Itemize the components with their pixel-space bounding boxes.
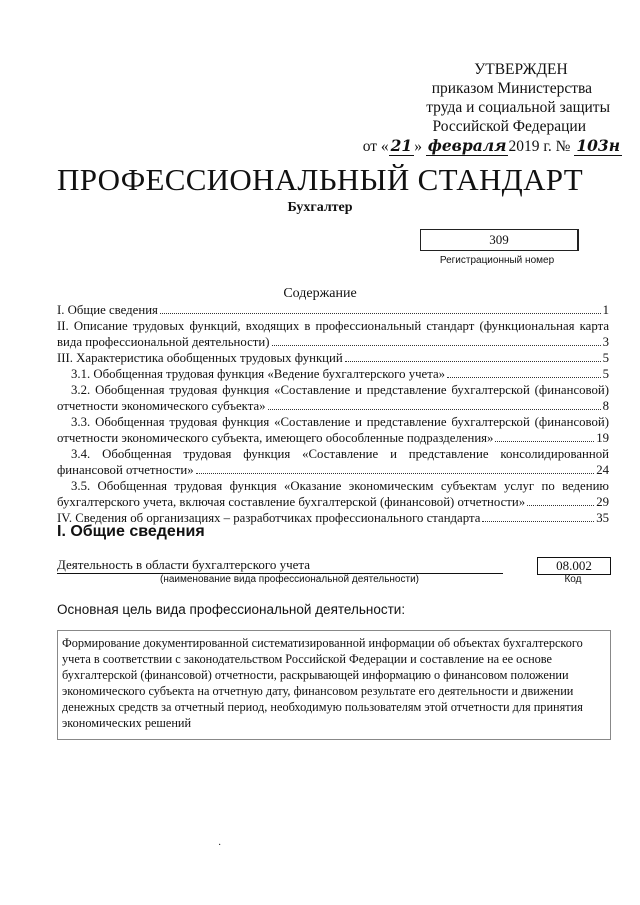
approval-line-1: приказом Министерства xyxy=(431,80,592,97)
toc-item[interactable]: бухгалтерского учета, включая составление бухгалтерской (финансовой) отчетности» 29 xyxy=(57,495,609,509)
toc-item[interactable]: финансовой отчетности» 24 xyxy=(57,463,609,477)
toc-item[interactable]: 3.1. Обобщенная трудовая функция «Ведение бухгалтерского учета» 5 xyxy=(71,367,609,381)
document-subtitle: Бухгалтер xyxy=(287,200,353,215)
approval-date-line: от « 21 » февраля 2019 г. № 103н xyxy=(362,136,620,155)
activity-code-label: Код xyxy=(564,574,582,585)
scan-mark: · xyxy=(218,840,222,851)
approval-block xyxy=(360,60,622,156)
toc-item[interactable]: вида профессиональной деятельности) 3 xyxy=(57,335,609,349)
toc-item[interactable]: I. Общие сведения 1 xyxy=(57,303,609,317)
registration-number-label: Регистрационный номер xyxy=(439,255,555,266)
toc-item[interactable]: IV. Сведения об организациях – разработчиках профессионального стандарта 35 xyxy=(57,511,609,525)
toc-item-line[interactable]: 3.4. Обобщенная трудовая функция «Составление и представление консолидированной xyxy=(71,447,609,461)
toc-item[interactable]: отчетности экономического субъекта, имеющего обособленные подразделения» 19 xyxy=(57,431,609,445)
toc-item-line[interactable]: 3.2. Обобщенная трудовая функция «Составление и представление бухгалтерской (финансовой) xyxy=(71,383,609,397)
approval-heading: УТВЕРЖДЕН xyxy=(474,61,568,78)
approval-year: 2019 г. № xyxy=(508,138,571,155)
goal-label: Основная цель вида профессиональной деятельности: xyxy=(57,602,406,617)
approval-number: 103н xyxy=(576,136,620,155)
activity-caption: (наименование вида профессиональной деятельности) xyxy=(160,574,419,585)
toc-item[interactable]: отчетности экономического субъекта» 8 xyxy=(57,399,609,413)
toc-title: Содержание xyxy=(283,286,357,301)
approval-line-3: Российской Федерации xyxy=(432,118,586,135)
approval-day: 21 xyxy=(390,136,413,155)
table-of-contents xyxy=(57,302,609,526)
toc-item-line[interactable]: II. Описание трудовых функций, входящих в профессиональный стандарт (функциональная карта xyxy=(57,319,609,333)
activity-name: Деятельность в области бухгалтерского учета xyxy=(57,557,503,574)
activity-code-box: 08.002 xyxy=(537,557,611,575)
toc-item[interactable]: III. Характеристика обобщенных трудовых функций 5 xyxy=(57,351,609,365)
registration-number-box: 309 xyxy=(420,229,579,251)
document-title: ПРОФЕССИОНАЛЬНЫЙ СТАНДАРТ xyxy=(57,162,583,197)
section-heading: I. Общие сведения xyxy=(57,523,205,540)
approval-line-2: труда и социальной защиты xyxy=(426,99,610,116)
goal-text-box: Формирование документированной систематизированной информации об объектах бухгалтерского учета в соответствии с законодательством Российской Федерации и составление на ее основе бухгалтерской (финансовой) отчетности, раскрывающей информацию о финансовом положении экономического субъекта на отчетную дату, финансовом результате его деятельности и движении денежных средств за отчетный период, необходимую пользователям этой отчетности для принятия экономических решений xyxy=(57,630,611,740)
approval-month: февраля xyxy=(427,136,507,155)
toc-item-line[interactable]: 3.5. Обобщенная трудовая функция «Оказание экономическим субъектам услуг по ведению xyxy=(71,479,609,493)
toc-item-line[interactable]: 3.3. Обобщенная трудовая функция «Составление и представление бухгалтерской (финансовой) xyxy=(71,415,609,429)
